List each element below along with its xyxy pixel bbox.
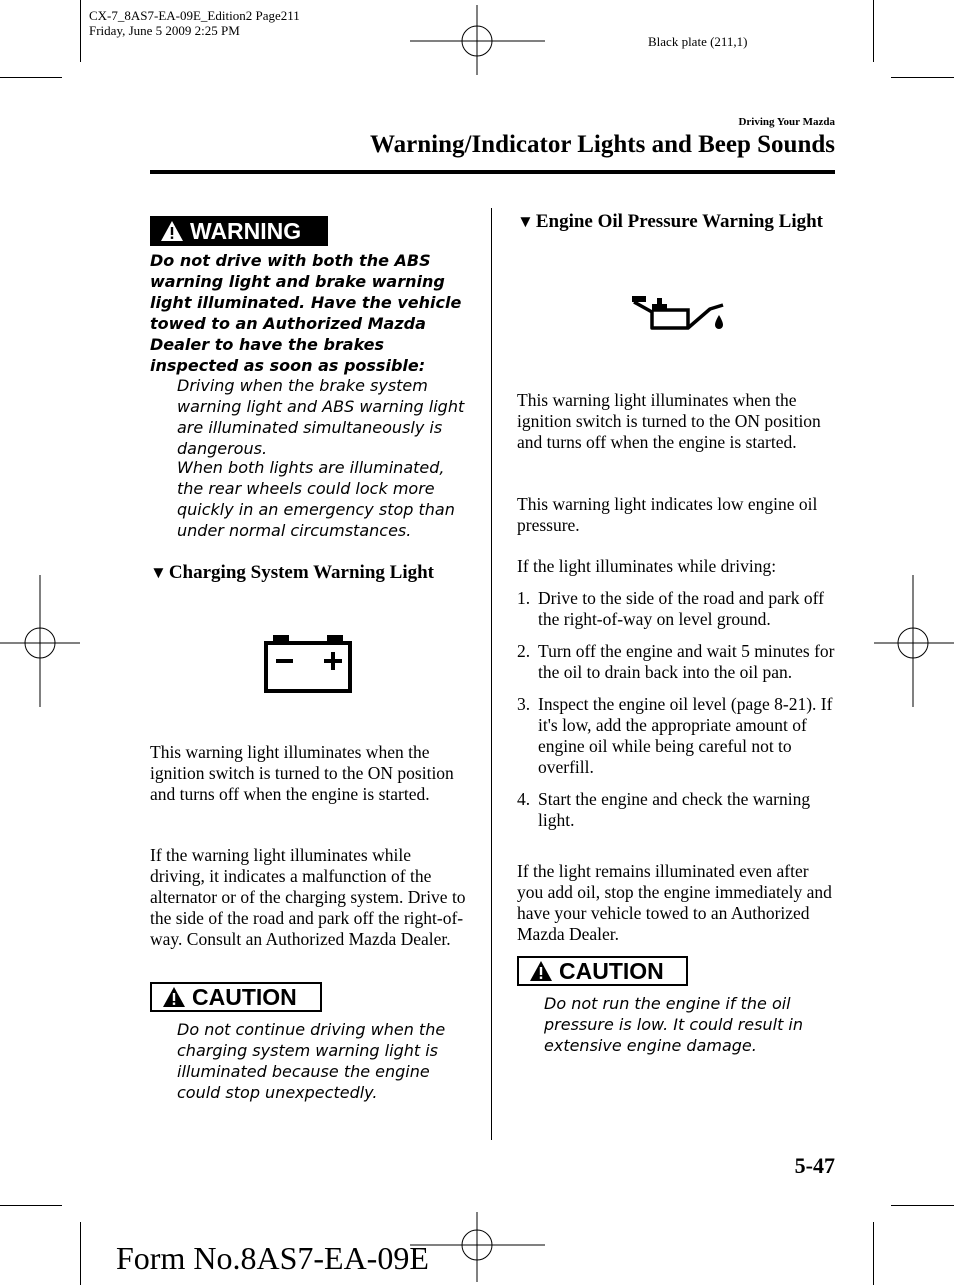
charging-paragraph-1: This warning light illuminates when the ignition switch is turned to the ON position and turns off when the engine is started. bbox=[150, 742, 454, 804]
caution-label-left: CAUTION bbox=[192, 983, 297, 1010]
list-item bbox=[517, 789, 837, 831]
list-item bbox=[517, 588, 837, 630]
oil-heading-text: Engine Oil Pressure Warning Light bbox=[535, 211, 823, 232]
caution-badge-right bbox=[517, 956, 688, 986]
warning-badge bbox=[150, 216, 328, 246]
list-item bbox=[517, 694, 837, 778]
step-text: Start the engine and check the warning light. bbox=[538, 789, 811, 830]
oil-heading bbox=[517, 211, 823, 233]
oil-paragraph-3: If the light illuminates while driving: bbox=[517, 556, 777, 576]
caution-text-right: Do not run the engine if the oil pressure is low. It could result in extensive engine damage. bbox=[544, 994, 804, 1055]
charging-heading bbox=[150, 562, 434, 584]
charging-heading-text: Charging System Warning Light bbox=[168, 562, 434, 583]
chapter-title: Driving Your Mazda bbox=[738, 116, 835, 128]
caution-label-right: CAUTION bbox=[559, 957, 664, 984]
oil-paragraph-4: If the light remains illuminated even after you add oil, stop the engine immediately and have your vehicle towed to an Authorized Mazda Dealer. bbox=[517, 861, 832, 944]
step-number: 2. bbox=[517, 641, 531, 661]
registration-mark-right bbox=[874, 575, 954, 707]
file-info bbox=[89, 8, 300, 38]
warning-bold-text: Do not drive with both the ABS warning light and brake warning light illuminated. Have the vehicle towed to an Authorized Mazda Dealer to have the brakes inspected as soon as possible: bbox=[150, 251, 462, 375]
alert-triangle-icon bbox=[160, 220, 184, 242]
battery-warning-icon bbox=[262, 634, 354, 694]
form-number: Form No.8AS7-EA-09E bbox=[116, 1240, 429, 1276]
triangle-down-icon: ▼ bbox=[150, 563, 167, 582]
alert-triangle-icon bbox=[162, 986, 186, 1008]
warning-label: WARNING bbox=[190, 217, 302, 244]
oil-pressure-warning-icon bbox=[630, 292, 728, 332]
step-text: Drive to the side of the road and park off the right-of-way on level ground. bbox=[538, 588, 824, 629]
header-rule bbox=[150, 170, 835, 174]
step-number: 4. bbox=[517, 789, 531, 809]
step-text: Turn off the engine and wait 5 minutes for the oil to drain back into the oil pan. bbox=[538, 641, 835, 682]
step-text: Inspect the engine oil level (page 8-21). If it's low, add the appropriate amount of engine oil while being careful not to overfill. bbox=[538, 694, 833, 777]
alert-triangle-icon bbox=[529, 960, 553, 982]
file-info-line1: CX-7_8AS7-EA-09E_Edition2 Page211 bbox=[89, 8, 300, 23]
triangle-down-icon: ▼ bbox=[517, 212, 534, 231]
oil-paragraph-2: This warning light indicates low engine oil pressure. bbox=[517, 494, 818, 535]
step-number: 3. bbox=[517, 694, 531, 714]
oil-paragraph-1: This warning light illuminates when the ignition switch is turned to the ON position and turns off when the engine is started. bbox=[517, 390, 821, 452]
plate-label: Black plate (211,1) bbox=[648, 34, 748, 49]
oil-steps-list bbox=[517, 588, 837, 842]
warning-detail-2: When both lights are illuminated, the rear wheels could lock more quickly in an emergency stop than under normal circumstances. bbox=[177, 458, 455, 540]
file-info-line2: Friday, June 5 2009 2:25 PM bbox=[89, 23, 240, 38]
caution-text-left: Do not continue driving when the charging system warning light is illuminated because the engine could stop unexpectedly. bbox=[177, 1020, 446, 1102]
registration-mark-bottom bbox=[410, 1212, 545, 1282]
registration-mark-left bbox=[0, 575, 80, 707]
charging-paragraph-2: If the warning light illuminates while driving, it indicates a malfunction of the alternator or of the charging system. Drive to the side of the road and park off the right-of-way. Consult an Authorized Mazda Dealer. bbox=[150, 845, 466, 949]
registration-mark-top bbox=[410, 5, 545, 75]
page-title: Warning/Indicator Lights and Beep Sounds bbox=[370, 131, 835, 158]
caution-badge-left bbox=[150, 982, 322, 1012]
list-item bbox=[517, 641, 837, 683]
warning-detail-1: Driving when the brake system warning light and ABS warning light are illuminated simultaneously is dangerous. bbox=[177, 376, 465, 458]
step-number: 1. bbox=[517, 588, 531, 608]
column-divider bbox=[491, 208, 492, 1140]
page-number: 5-47 bbox=[794, 1153, 835, 1178]
